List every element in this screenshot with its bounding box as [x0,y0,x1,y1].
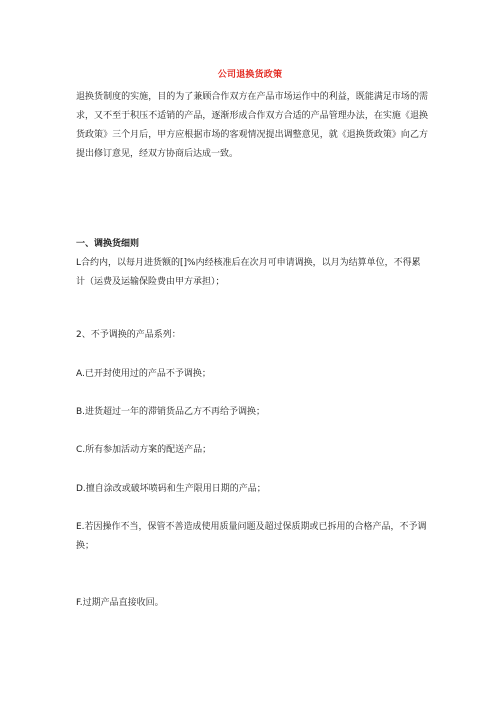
rule-item-2: 2、不予调换的产品系列： [76,330,181,340]
rule-item-b: B.进货超过一年的滞销货品乙方不再给予调换； [76,407,266,417]
section-heading: 一、调换货细则 [76,239,140,249]
rule-item-a: A.已开封使用过的产品不予调换； [76,369,211,379]
rule-item-1: L合约内，以每月进货额的[]%内经核准后在次月可申请调换，以月为结算单位，不得累计（运费及运输保险费由甲方承担）； [76,258,421,287]
rule-item-c: C.所有参加活动方案的配送产品； [76,445,212,455]
rule-item-e: E.若因操作不当，保管不善造成使用质量问题及超过保质期或已拆用的合格产品，不予调换； [76,522,427,551]
intro-paragraph: 退换货制度的实施，目的为了兼顾合作双方在产品市场运作中的利益，既能满足市场的需求，又不至于积压不适销的产品，逐渐形成合作双方合适的产品管理办法，在实施《退换货政策》三个月后，甲方应根据市场的客观情况提出调整意见，就《退换货政策》向乙方提出修订意见，经双方协商后达成一致。 [76,92,428,159]
rule-item-d: D.擅自涂改或破坏喷码和生产限用日期的产品； [76,484,266,494]
rule-item-f: F.过期产品直接收回。 [76,598,164,608]
document-title: 公司退换货政策 [217,70,283,80]
